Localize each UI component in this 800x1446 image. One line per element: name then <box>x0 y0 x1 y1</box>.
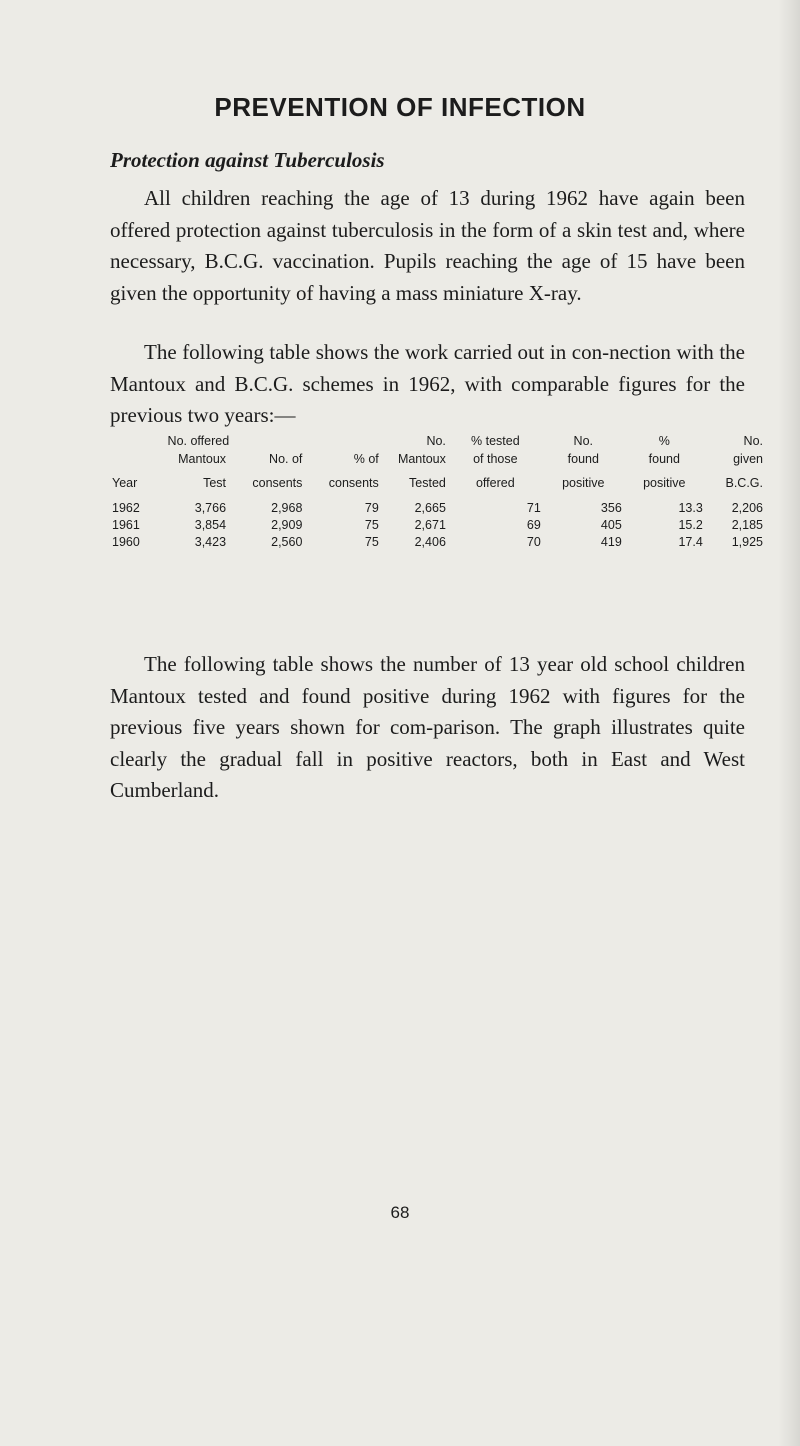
header-no-given-1: No. <box>743 434 763 448</box>
header-pct-tested-1: % tested <box>471 434 520 448</box>
header-test: Test <box>203 476 227 490</box>
header-pct-found-1: % <box>658 434 670 448</box>
cell-pct-found: 13.3 <box>678 501 703 515</box>
header-no-found-1: No. <box>573 434 593 448</box>
cell-pct-tested: 69 <box>526 518 541 532</box>
table-header-row-1 <box>110 432 765 450</box>
cell-pct-consents: 75 <box>364 535 379 549</box>
header-bcg: B.C.G. <box>725 476 763 490</box>
cell-offered: 3,766 <box>194 501 227 515</box>
cell-pct-found: 17.4 <box>678 535 703 549</box>
cell-pct-consents: 75 <box>364 518 379 532</box>
header-given: given <box>733 452 763 466</box>
header-pct-of: % of <box>353 452 379 466</box>
header-mantoux-offered: Mantoux <box>178 452 227 466</box>
cell-found: 356 <box>600 501 622 515</box>
cell-bcg: 2,185 <box>731 518 763 532</box>
cell-found: 405 <box>600 518 622 532</box>
cell-year: 1962 <box>112 501 140 515</box>
cell-pct-consents: 79 <box>364 501 379 515</box>
mantoux-bcg-table <box>110 432 765 551</box>
header-offered: offered <box>475 476 515 490</box>
table-row <box>110 534 765 551</box>
cell-consents: 2,560 <box>271 535 303 549</box>
header-tested: Tested <box>409 476 446 490</box>
header-no-of: No. of <box>269 452 303 466</box>
cell-offered: 3,423 <box>194 535 227 549</box>
cell-tested: 2,671 <box>414 518 446 532</box>
section-subheading: Protection against Tuberculosis <box>110 148 385 172</box>
page-heading: PREVENTION OF INFECTION <box>214 92 586 122</box>
table-intro-paragraph: The following table shows the work carried out in con-nection with the Mantoux and B.C.G. schemes in 1962, with comparable figures for the previous two years:— <box>110 340 745 427</box>
header-pct-found-2: found <box>648 452 680 466</box>
cell-pct-tested: 71 <box>526 501 541 515</box>
header-no-tested-1: No. <box>426 434 446 448</box>
header-found: found <box>567 452 599 466</box>
table-header-row-2 <box>110 450 765 468</box>
cell-offered: 3,854 <box>194 518 227 532</box>
cell-year: 1960 <box>112 535 140 549</box>
cell-year: 1961 <box>112 518 140 532</box>
header-consents: consents <box>252 476 303 490</box>
header-positive: positive <box>562 476 605 490</box>
cell-consents: 2,909 <box>271 518 303 532</box>
table-row <box>110 500 765 517</box>
cell-tested: 2,406 <box>414 535 446 549</box>
intro-paragraph: All children reaching the age of 13 during 1962 have again been offered protection against tuberculosis in the form of a skin test and, where necessary, B.C.G. vaccination. Pupils reaching the age of 15 have been given the opportunity of having a mass miniature X-ray. <box>110 186 745 305</box>
table-row <box>110 517 765 534</box>
header-year: Year <box>112 476 138 490</box>
page-number: 68 <box>390 1203 410 1222</box>
header-pct-consents: consents <box>328 476 379 490</box>
graph-intro-paragraph: The following table shows the number of 13 year old school children Mantoux tested and found positive during 1962 with figures for the previous five years shown for com-parison. The graph illustrates quite clearly the gradual fall in positive reactors, both in East and West Cumberland. <box>110 652 745 802</box>
page-edge-shadow <box>778 0 800 1446</box>
cell-bcg: 1,925 <box>731 535 763 549</box>
header-of-those: of those <box>473 452 518 466</box>
cell-pct-found: 15.2 <box>678 518 703 532</box>
header-mantoux-tested: Mantoux <box>397 452 446 466</box>
table-header-row-3 <box>110 468 765 500</box>
header-no-offered: No. offered <box>167 434 230 448</box>
cell-pct-tested: 70 <box>526 535 541 549</box>
cell-consents: 2,968 <box>271 501 303 515</box>
cell-tested: 2,665 <box>414 501 446 515</box>
header-pct-positive: positive <box>643 476 686 490</box>
cell-found: 419 <box>600 535 622 549</box>
cell-bcg: 2,206 <box>731 501 763 515</box>
